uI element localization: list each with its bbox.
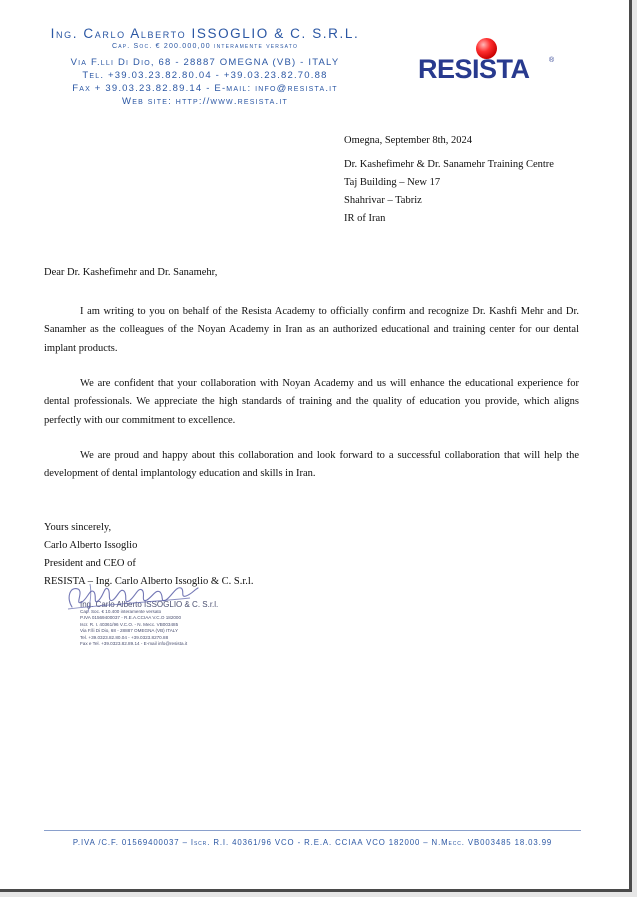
footer-registration: P.IVA /C.F. 01569400037 – Iscr. R.I. 40361/96 VCO - R.E.A. CCIAA VCO 182000 – N.Mecc. VB003485 18.03.99: [72, 838, 553, 847]
footer-divider: [44, 830, 581, 831]
body-paragraph: We are proud and happy about this collaboration and look forward to a successful collaboration that will help the development of dental implantology education and skills in Iran.: [44, 450, 579, 480]
closing-line: RESISTA – Ing. Carlo Alberto Issoglio & C. S.r.l.: [44, 576, 254, 587]
greeting: Dear Dr. Kashefimehr and Dr. Sanamehr,: [44, 267, 218, 278]
company-address: Via F.lli Di Dio, 68 - 28887 OMEGNA (VB) - ITALY: [70, 57, 340, 68]
company-name: Ing. Carlo Alberto ISSOGLIO & C. S.R.L.: [50, 26, 360, 41]
company-phone: Tel. +39.03.23.82.80.04 - +39.03.23.82.70.88: [82, 70, 328, 81]
stamp-line: Cap. Soc. € 10.400 interamente versato: [80, 609, 162, 614]
closing-line: Yours sincerely,: [44, 522, 112, 533]
stamp-line: Iscr. R. I. 40361/96 V.C.O. - N. Mecc. VB003485: [80, 621, 179, 627]
stamp-line: Tel. +39.0323.82.80.04 - +39.0323.8270.88: [80, 634, 169, 640]
company-fax-email: Fax + 39.03.23.82.89.14 - E-mail: info@resista.it: [72, 83, 338, 94]
resista-logo: [418, 36, 563, 86]
closing-line: Carlo Alberto Issoglio: [44, 540, 138, 551]
handwritten-signature-icon: [60, 576, 219, 616]
company-website: Web site: http://www.resista.it: [122, 96, 288, 107]
recipient-line: Shahrivar – Tabriz: [344, 195, 422, 206]
letter-date: Omegna, September 8th, 2024: [344, 135, 473, 146]
body-paragraph: I am writing to you on behalf of the Resista Academy to officially confirm and recognize Dr. Kashfi Mehr and Dr. Sanamher as the colleagues of the Noyan Academy in Iran as an authorized educational and training center for our dental implant products.: [44, 306, 579, 354]
body-paragraph: We are confident that your collaboration with Noyan Academy and us will enhance the educational experience for dental professionals. We appreciate the high standards of training and the quality of education you provide, which aligns perfectly with our commitment to excellence.: [44, 378, 579, 426]
stamp-line: Ing. Carlo Alberto ISSOGLIO & C. S.r.l.: [80, 600, 219, 609]
stamp-line: P.IVA 01569400037 - R.E.A.CCIAA V.C.O 182000: [80, 615, 182, 621]
recipient-line: Taj Building – New 17: [344, 177, 441, 188]
logo-text: RESISTA: [418, 54, 530, 84]
logo-registered-mark: ®: [549, 57, 555, 64]
stamp-line: Via F.lli Di Dio, 68 - 28887 OMEGNA (VB) ITALY: [80, 628, 179, 634]
recipient-line: IR of Iran: [344, 213, 386, 224]
recipient-address: [344, 156, 554, 228]
closing-line: President and CEO of: [44, 558, 136, 569]
stamp-line: Fax e Tel. +39.0323.82.89.14 - E-mail info@resista.it: [80, 641, 188, 647]
recipient-line: Dr. Kashefimehr & Dr. Sanamehr Training Centre: [344, 159, 554, 170]
company-capital: Cap. Soc. € 200.000,00 interamente versato: [111, 43, 299, 50]
